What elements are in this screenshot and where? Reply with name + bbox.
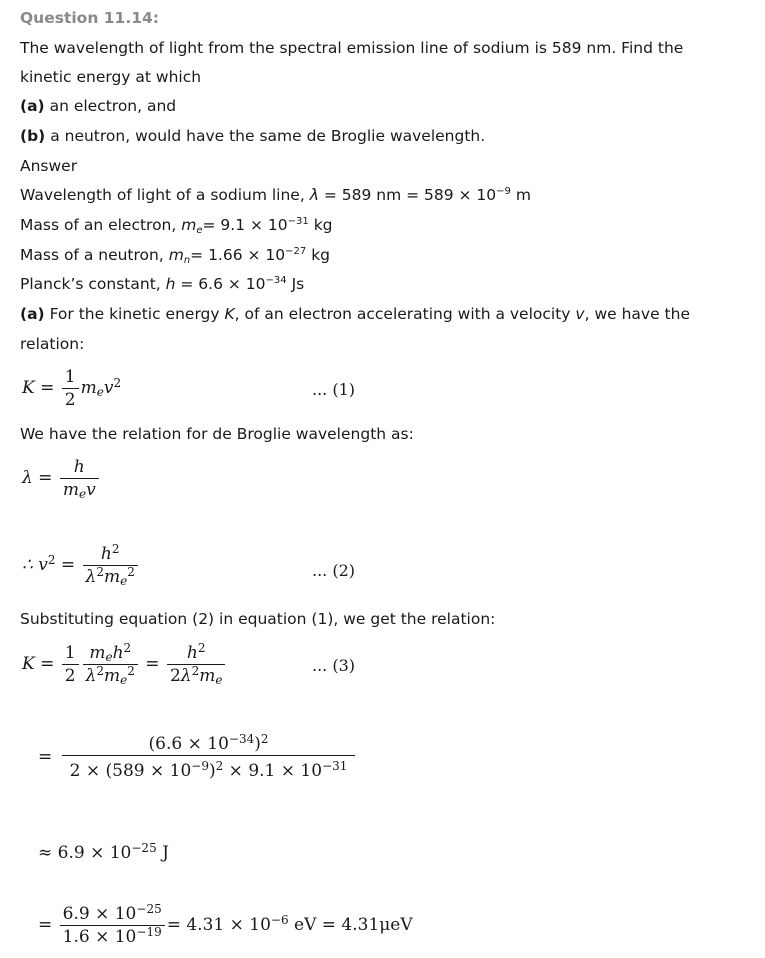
equation-1: K = $\frac{1}{2}$ $m_ev^2$ bbox=[22, 367, 122, 410]
given-wavelength: Wavelength of light of a sodium line, λ = 589 nm = $589 \times 10^{-9}$ m bbox=[20, 186, 531, 204]
relation-label: relation: bbox=[20, 335, 85, 353]
given-electron-mass: Mass of an electron, $m_e= 9.1 \times 10^{-31}$ kg bbox=[20, 216, 333, 236]
equation-2-number: ... (2) bbox=[312, 561, 356, 580]
part-a-label: (a) bbox=[20, 97, 45, 115]
equation-1-number: ... (1) bbox=[312, 380, 356, 399]
question-line-1: The wavelength of light from the spectral emission line of sodium is 589 nm. Find the bbox=[20, 39, 684, 57]
equation-2: ∴ $v^2$ = $\frac{h^2}{\lambda^2m_e^2}$ bbox=[22, 543, 140, 588]
part-a-text: an electron, and bbox=[44, 97, 177, 115]
question-part-a bbox=[20, 96, 749, 116]
equation-3: K = $\frac{1}{2}$ $\frac{m_eh^2}{\lambda^2m_e^2}$ = $\frac{h^2}{2\lambda^2m_e}$ bbox=[22, 642, 227, 687]
given-planck-constant: Planck’s constant, $h = 6.6 \times 10^{-34}$ Js bbox=[20, 275, 305, 293]
question-heading: Question 11.14: bbox=[20, 9, 159, 27]
eq2-fraction: $\frac{h^2}{\lambda^2m_e^2}$ bbox=[83, 543, 138, 588]
numerical-substitution: = $\frac{(6.6 \times 10^{-34})^2}{2 \times (589 \times 10^{-9})^2 \times 9.1 \times 10^{-31}}$ bbox=[38, 733, 357, 782]
question-part-b bbox=[20, 126, 749, 146]
equation-lambda: λ = $\frac{h}{m_ev}$ bbox=[22, 456, 101, 501]
debroglie-text: We have the relation for de Broglie wavelength as: bbox=[20, 425, 414, 443]
approx-result: ≈ $6.9 \times 10^{-25}$ J bbox=[38, 841, 169, 863]
lambda-fraction: $\frac{h}{m_ev}$ bbox=[60, 456, 99, 501]
answer-label: Answer bbox=[20, 157, 78, 175]
substitution-fraction: $\frac{(6.6 \times 10^{-34})^2}{2 \times (589 \times 10^{-9})^2 \times 9.1 \times 10^{-31}}$ bbox=[62, 733, 356, 782]
equation-3-number: ... (3) bbox=[312, 656, 356, 675]
substituting-text: Substituting equation (2) in equation (1), we get the relation: bbox=[20, 610, 496, 628]
ev-conversion: = $\frac{6.9 \times 10^{-25}}{1.6 \times 10^{-19}}$ = $4.31 \times 10^{-6}$ eV = 4.31μeV bbox=[38, 902, 413, 947]
ev-fraction: $\frac{6.9 \times 10^{-25}}{1.6 \times 10^{-19}}$ bbox=[60, 903, 165, 948]
part-b-text: a neutron, would have the same de Broglie wavelength. bbox=[45, 127, 486, 145]
part-b-label: (b) bbox=[20, 127, 46, 145]
part-a-intro: (a) For the kinetic energy K, of an electron accelerating with a velocity v, we have the bbox=[20, 305, 690, 323]
eq1-fraction: $\frac{1}{2}$ bbox=[62, 366, 79, 411]
given-neutron-mass: Mass of a neutron, $m_n= 1.66 \times 10^{-27}$ kg bbox=[20, 246, 331, 266]
question-line-2: kinetic energy at which bbox=[20, 68, 202, 86]
